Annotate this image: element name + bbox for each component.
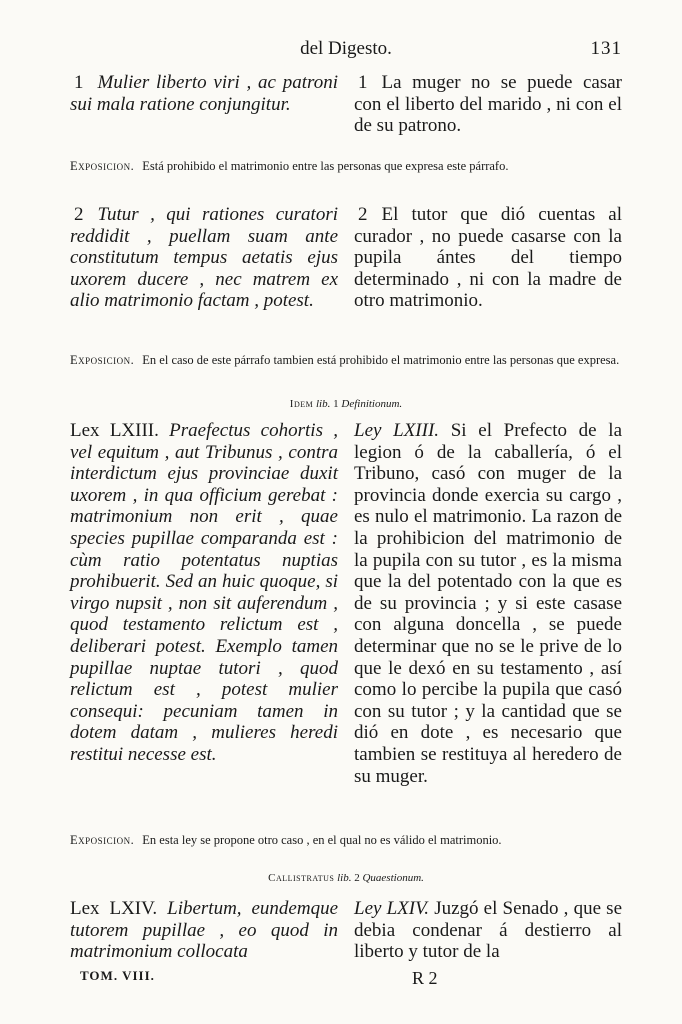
running-title: del Digesto. bbox=[300, 38, 392, 59]
page-header bbox=[70, 38, 622, 64]
latin-text: Libertum, eundemque tutorem pupillae , eo quod in matrimonium collocata bbox=[70, 898, 339, 963]
paragraph-number: 2 bbox=[74, 204, 84, 225]
paragraph-number: 1 bbox=[358, 72, 368, 93]
latin-text: Tutur , qui rationes curatori reddidit , puellam suam ante constitutum tempus aetatis ejus uxorem ducere , nec matrem ex alio matrimonio factam , potest. bbox=[70, 204, 338, 312]
exposition-text: En esta ley se propone otro caso , en el qual no es válido el matrimonio. bbox=[142, 833, 502, 847]
exposition-label: Exposicion. bbox=[70, 353, 135, 367]
latin-column bbox=[70, 72, 338, 137]
law-heading: Ley LXIII. bbox=[354, 420, 440, 441]
spanish-column bbox=[354, 72, 622, 137]
document-page bbox=[70, 0, 622, 1024]
spanish-column bbox=[354, 420, 622, 787]
exposition-text: Está prohibido el matrimonio entre las personas que expresa este párrafo. bbox=[142, 159, 509, 173]
source-citation-2: Callistratus lib. 2 Quaestionum. bbox=[268, 872, 424, 884]
law-64 bbox=[70, 898, 622, 963]
signature-mark: R 2 bbox=[412, 968, 438, 988]
exposition-label: Exposicion. bbox=[70, 833, 135, 847]
spanish-column bbox=[354, 204, 622, 312]
exposition-text: En el caso de este párrafo tambien está prohibido el matrimonio entre las personas que expresa. bbox=[142, 353, 620, 367]
latin-text: Mulier liberto viri , ac patroni sui mala ratione conjungitur. bbox=[70, 72, 338, 115]
exposition-2 bbox=[70, 352, 622, 368]
exposition-3 bbox=[70, 832, 622, 848]
latin-text: Praefectus cohortis , vel equitum , aut Tribunus , contra interdictum ejus provinciae duxit uxorem , in qua officium gerebat : matrimonium non erit , quae species pupillae comparanda est : cùm ratio potentatus nuptias prohibuerit. Sed an huic quoque, si virgo nupsit , non sit auferendum , quod testamento relictum est , deliberari potest. Exemplo tamen pupillae nuptae tutori , quod relictum est , potest mulier consequi: pecuniam tamen in dotem datam , mulieres heredi restitui necesse est. bbox=[70, 420, 338, 765]
law-heading: Ley LXIV. bbox=[354, 898, 430, 919]
law-heading: Lex LXIII. bbox=[70, 420, 159, 441]
paragraph-number: 1 bbox=[74, 72, 84, 93]
spanish-text: Si el Prefecto de la legion ó de la caballería, ó el Tribuno, casó con muger de la provincia donde exercia su cargo , es nulo el matrimonio. La razon de la prohibicion del matrimonio de la pupila con su tutor , es la misma que la del potentado con la que es de su provincia ; y si este casase con alguna doncella , se puede determinar que no se le prive de lo que le dexó en su testamento , así como lo percibe la pupila que casó con su tutor ; y la cantidad que se dió en dote , es necesario que tambien se restituya al heredero de su muger. bbox=[354, 420, 622, 787]
spanish-column bbox=[354, 898, 622, 963]
spanish-text: El tutor que dió cuentas al curador , no puede casarse con la pupila ántes del tiempo determinado , ni con la madre de otro matrimonio. bbox=[354, 204, 622, 312]
spanish-text: La muger no se puede casar con el liberto del marido , ni con el de su patrono. bbox=[354, 72, 622, 137]
section-1 bbox=[70, 72, 622, 137]
law-heading: Lex LXIV. bbox=[70, 898, 158, 919]
page-footer bbox=[70, 968, 622, 992]
latin-column bbox=[70, 204, 338, 312]
exposition-1 bbox=[70, 158, 622, 174]
volume-mark: TOM. VIII. bbox=[80, 968, 155, 983]
spanish-text: Juzgó el Senado , que se debia condenar á destierro al liberto y tutor de la bbox=[354, 898, 623, 963]
exposition-label: Exposicion. bbox=[70, 159, 135, 173]
latin-column bbox=[70, 898, 338, 963]
section-2 bbox=[70, 204, 622, 312]
paragraph-number: 2 bbox=[358, 204, 368, 225]
source-citation-1: Idem lib. 1 Definitionum. bbox=[289, 398, 403, 410]
page-number: 131 bbox=[590, 38, 622, 59]
law-63 bbox=[70, 420, 622, 787]
latin-column bbox=[70, 420, 338, 787]
